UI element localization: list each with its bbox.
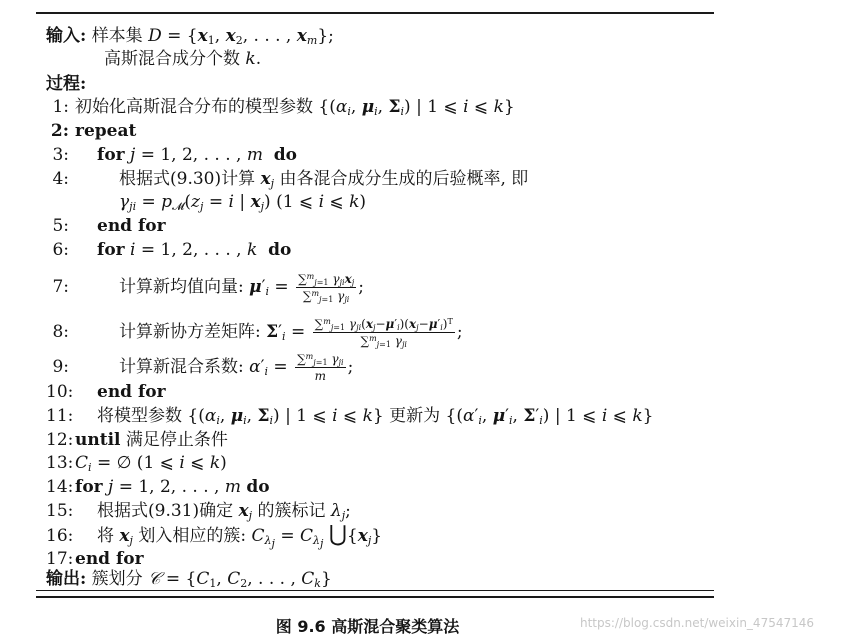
step-12: 12:until 满足停止条件 (46, 430, 228, 450)
step-number: 13: (46, 453, 74, 473)
step-number: 14: (46, 477, 74, 497)
step-8: 8: 计算新协方差矩阵: $\Sigma'_i$ = $\frac{\sum^m_{j=1} \gamma_{ji}(x_j-\mu'_i)(x_j-\mu'_i)^T}{\sum^m_{j=1} \gamma_{ji}}$ ; (46, 317, 463, 337)
step-number: 15: (46, 501, 74, 521)
step-1: 1: 初始化高斯混合分布的模型参数 {($\alpha_i$, $\mu_i$, $\Sigma_i$) | 1 ⩽ i ⩽ k} (46, 97, 515, 117)
step-5: 5: end for (46, 216, 166, 236)
step-9: 9: 计算新混合系数: $\alpha'_i$ = $\frac{\sum^m_{j=1} \gamma_{ji}}{m}$ ; (46, 352, 353, 372)
step-number: 8: (52, 322, 69, 342)
step-13: $13:C_i$ = ∅ (1 ⩽ i ⩽ k) (46, 453, 227, 474)
input-line (46, 26, 334, 46)
step-number: 2: (50, 121, 69, 141)
input-sample-set: 样本集 $D = \{x_1$, $x_2$, . . . , $x_m$}; (91, 26, 334, 47)
top-rule (36, 12, 714, 14)
step-7: 7: 计算新均值向量: $\mu'_i$ = $\frac{\sum^m_{j=1} \gamma_{ji}x_j}{\sum^m_{j=1} \gamma_{ji}}$ ; (46, 272, 364, 292)
step-number: 1: (52, 97, 69, 117)
output-line: 输出: 簇划分 𝒞 = {$C_1$, $C_2$, . . . , $C_k$} (46, 569, 332, 590)
step-number: 9: (52, 357, 69, 377)
input-label: 输入: (46, 26, 87, 46)
step-4-formula: $\gamma_{ji} = p_𝓜(z_j = i$ | $x_j$) (1 ⩽ i ⩽ k) (119, 192, 367, 213)
step-number: 10: (46, 382, 74, 402)
step-17: 17:end for (46, 549, 144, 569)
step-number: 17: (46, 549, 74, 569)
step-14: 14:for j = 1, 2, . . . , m do (46, 477, 270, 497)
step-15: 15: 根据式(9.31)确定 $x_j$ 的簇标记 $\lambda_j$; (46, 501, 351, 522)
covariance-fraction: $\frac{\sum^m_{j=1} \gamma_{ji}(x_j-\mu'_i)(x_j-\mu'_i)^T}{\sum^m_{j=1} \gamma_{ji}}$ (314, 317, 453, 349)
step-number: 11: (46, 406, 74, 426)
step-3: 3: for j = 1, 2, . . . , m do (46, 145, 297, 165)
bottom-rule (36, 596, 714, 598)
step-2: 2: repeat (46, 121, 136, 141)
mixing-fraction: $\frac{\sum^m_{j=1} \gamma_{ji}}{m}$ (297, 352, 344, 383)
output-label: 输出: (46, 569, 87, 589)
step-10: 10: end for (46, 382, 166, 402)
step-4: 4: 根据式(9.30)计算 $x_j$ 由各混合成分生成的后验概率, 即 (46, 169, 528, 189)
step-number: 6: (52, 240, 69, 260)
step-16: 16: 将 $x_j$ 划入相应的簇: $C_{\lambda_j} = C_{\lambda_j}$ $⋃\{x_j\}$ (46, 522, 383, 550)
step-number: 12: (46, 430, 74, 450)
step-number: 16: (46, 526, 74, 546)
figure-caption: 图 9.6 高斯混合聚类算法 (275, 617, 460, 636)
step-number: 3: (52, 145, 69, 165)
step-number: 4: (52, 169, 69, 189)
output-rule (36, 590, 714, 591)
input-components: 高斯混合成分个数 k. (104, 49, 262, 69)
step-number: 7: (52, 277, 69, 297)
step-11: 11: 将模型参数 {($\alpha_i$, $\mu_i$, $\Sigma_i$) | 1 ⩽ i ⩽ k} 更新为 {($\alpha'_i$, $\mu'_i$, $\Sigma'_i$) | 1 ⩽ i ⩽ k} (46, 406, 654, 427)
mean-fraction: $\frac{\sum^m_{j=1} \gamma_{ji}x_j}{\sum^m_{j=1} \gamma_{ji}}$ (298, 272, 355, 304)
step-6: 6: for i = 1, 2, . . . , k do (46, 240, 291, 260)
process-label: 过程: (46, 74, 87, 94)
watermark: https://blog.csdn.net/weixin_47547146 (580, 616, 815, 630)
step-number: 5: (52, 216, 69, 236)
